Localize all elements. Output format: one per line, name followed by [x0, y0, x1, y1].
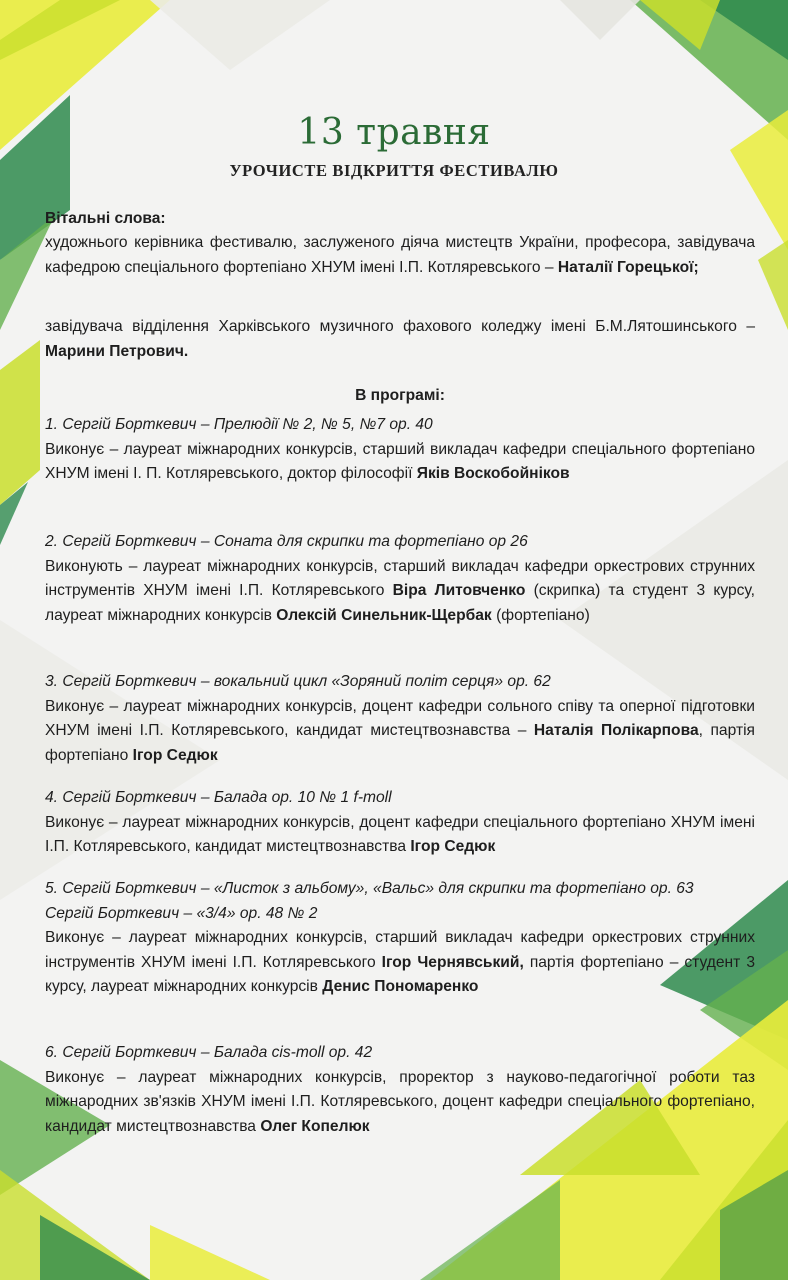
- program-item-2: [45, 530, 755, 628]
- page-title: 13 травня: [297, 112, 491, 153]
- program-item-1: [45, 413, 755, 487]
- person-name: Олексій Синельник-Щербак: [276, 606, 492, 624]
- program-item-title: 3. Сергій Борткевич – вокальний цикл «Зоряний політ серця» ор. 62: [45, 673, 551, 690]
- welcome-heading: Вітальні слова:: [45, 210, 166, 227]
- program-item-title: 5. Сергій Борткевич – «Листок з альбому», «Вальс» для скрипки та фортепіано ор. 63: [45, 880, 694, 897]
- performer-text: Виконує – лауреат міжнародних конкурсів, доцент кафедри спеціального фортепіано ХНУМ імені І.П. Котляревського, кандидат мистецтвознавства: [45, 813, 755, 855]
- person-name: Денис Пономаренко: [322, 978, 479, 995]
- program-item-title-2: Сергій Борткевич – «3/4» ор. 48 № 2: [45, 904, 318, 922]
- welcome-text: художнього керівника фестивалю, заслуженого діяча мистецтв України, професора, завідувача кафедрою спеціального фортепіано ХНУМ імені І.П. Котляревського –: [45, 234, 755, 276]
- person-name: Віра Литовченко: [392, 582, 526, 599]
- performer-text: Виконує – лауреат міжнародних конкурсів, проректор з науково-педагогічної роботи таз міжнародних зв'язків ХНУМ імені І.П. Котляревського, доцент кафедри спеціального фортепіано, кандидат мистецтвознавства: [45, 1068, 755, 1135]
- performer-text: Виконує – лауреат міжнародних конкурсів, доцент кафедри сольного співу та оперної підготовки ХНУМ імені І.П. Котляревського, кандидат мистецтвознавства –: [45, 697, 755, 739]
- program-item-5: [45, 877, 755, 1000]
- page-subtitle: УРОЧИСТЕ ВІДКРИТТЯ ФЕСТИВАЛЮ: [229, 161, 559, 180]
- person-name: Ігор Седюк: [132, 746, 218, 764]
- person-name: Наталії Горецької;: [557, 258, 699, 276]
- performer-text: Виконує – лауреат міжнародних конкурсів, старший викладач кафедри оркестрових струнних інструментів ХНУМ імені І.П. Котляревського: [45, 929, 755, 971]
- program-item-3: [45, 670, 755, 768]
- performer-text: , партія фортепіано: [45, 722, 755, 764]
- program-item-4: [45, 786, 755, 860]
- welcome-paragraph-2: [45, 315, 755, 364]
- program-item-title: 4. Сергій Борткевич – Балада ор. 10 № 1 f-moll: [45, 789, 392, 806]
- program-item-title: 6. Сергій Борткевич – Балада cis-moll ор. 42: [45, 1044, 373, 1061]
- person-name: Ігор Чернявський,: [381, 953, 524, 971]
- person-name: Олег Копелюк: [260, 1117, 370, 1135]
- welcome-paragraph-1: [45, 231, 755, 280]
- person-name: Ігор Седюк: [410, 838, 496, 855]
- program-item-6: [45, 1041, 755, 1139]
- performer-text: Виконують – лауреат міжнародних конкурсів, старший викладач кафедри оркестрових струнних інструментів ХНУМ імені І.П. Котляревського: [45, 557, 755, 599]
- welcome-text: завідувача відділення Харківського музичного фахового коледжу імені Б.М.Лятошинського –: [45, 318, 755, 335]
- performer-text: Виконує – лауреат міжнародних конкурсів, старший викладач кафедри спеціального фортепіано ХНУМ імені І. П. Котляревського, доктор філософії: [45, 440, 755, 482]
- person-name: Наталія Полікарпова: [533, 722, 699, 739]
- performer-text: (скрипка) та студент 3 курсу, лауреат міжнародних конкурсів: [45, 582, 755, 624]
- program-item-title: 1. Сергій Борткевич – Прелюдії № 2, № 5, №7 ор. 40: [45, 416, 433, 433]
- person-name: Марини Петрович.: [45, 342, 189, 360]
- performer-text: (фортепіано): [491, 606, 590, 624]
- person-name: Яків Воскобойніков: [416, 465, 570, 482]
- program-item-title: 2. Сергій Борткевич – Соната для скрипки та фортепіано ор 26: [45, 533, 528, 550]
- program-heading: В програмі:: [355, 387, 445, 404]
- performer-text: партія фортепіано – студент 3 курсу, лауреат міжнародних конкурсів: [45, 953, 755, 995]
